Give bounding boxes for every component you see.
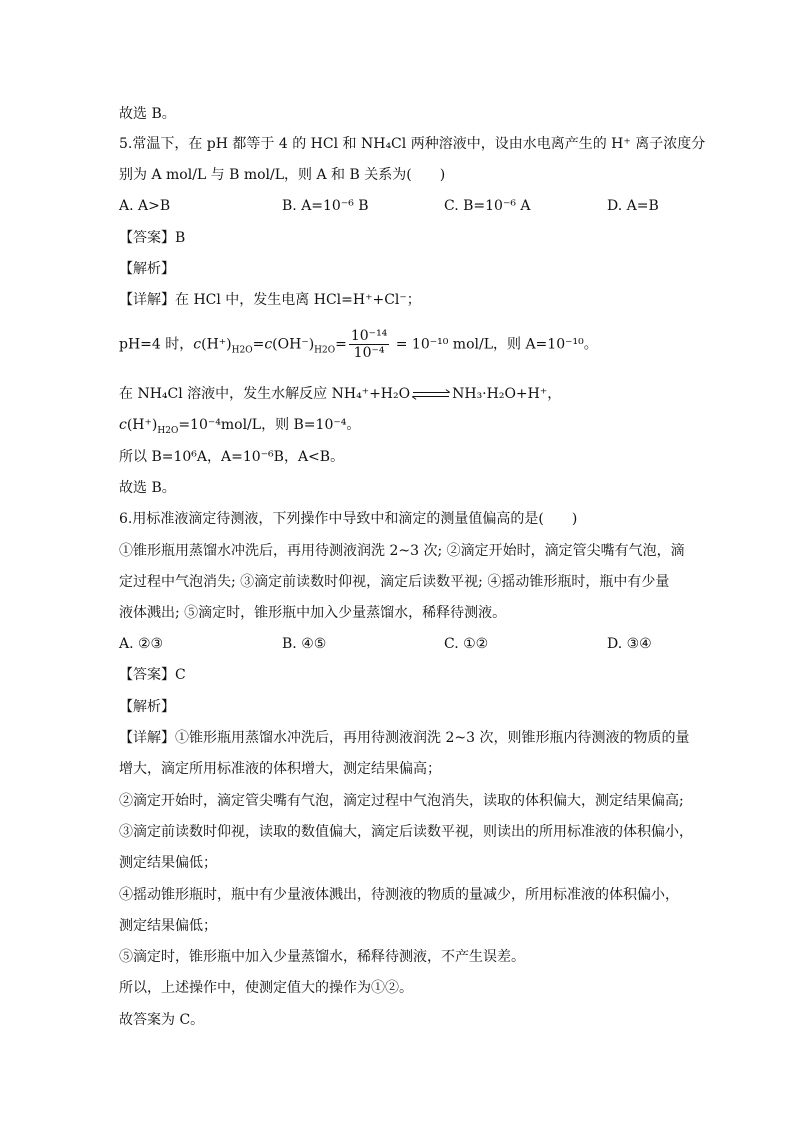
option-d: D. A=B: [607, 198, 659, 214]
final-line: 故答案为 C。: [119, 1012, 205, 1028]
detail-line: 【详解】在 HCl 中，发生电离 HCl=H⁺+Cl⁻；: [119, 292, 421, 308]
conclusion-line: 所以，上述操作中，使测定值大的操作为①②。: [119, 980, 413, 996]
option-b: B. ④⑤: [282, 636, 327, 652]
detail-line: ②滴定开始时，滴定管尖嘴有气泡，滴定过程中气泡消失，读取的体积偏大，测定结果偏高;: [119, 793, 684, 809]
equilibrium-arrow-icon: [411, 389, 451, 399]
detail-line: ④摇动锥形瓶时，瓶中有少量液体溅出，待测液的物质的量减少，所用标准液的体积偏小，: [119, 887, 679, 903]
detail-line: 测定结果偏低；: [119, 855, 217, 871]
question-5-stem: 别为 A mol/L 与 B mol/L，则 A 和 B 关系为( ): [119, 167, 446, 183]
question-6-items: 定过程中气泡消失; ③滴定前读数时仰视，滴定后读数平视; ④摇动锥形瓶时，瓶中有少量: [119, 574, 670, 590]
detail-line: ③滴定前读数时仰视，读取的数值偏大，滴定后读数平视，则读出的所用标准液的体积偏小，: [119, 824, 693, 840]
formula-line: $c(H^+)_{H2O}=10^{-4}mol/L$，则 B=10⁻⁴。: [119, 417, 361, 436]
detail-line: ⑤滴定时，锥形瓶中加入少量蒸馏水，稀释待测液，不产生误差。: [119, 949, 525, 965]
question-5-stem: 5.常温下，在 pH 都等于 4 的 HCl 和 NH₄Cl 两种溶液中，设由水电离产生的 H⁺ 离子浓度分: [119, 136, 706, 152]
analysis-label: 【解析】: [119, 699, 175, 715]
answer-label: 【答案】B: [119, 230, 186, 246]
formula-line: pH=4 时，$c(H^+)_{H2O}=c(OH^-)_{H2O}=$ $\frac{\text{10⁻¹⁴}}{\text{10⁻⁴}}$ = 10⁻¹⁰ mol/L，则 A=10⁻¹⁰。: [119, 328, 598, 361]
detail-line: 【详解】①锥形瓶用蒸馏水冲洗后，再用待测液润洗 2~3 次，则锥形瓶内待测液的物质的量: [119, 730, 690, 746]
option-c: C. ①②: [444, 636, 489, 652]
final-line: 故选 B。: [119, 480, 176, 496]
question-6-items: ①锥形瓶用蒸馏水冲洗后，再用待测液润洗 2~3 次; ②滴定开始时，滴定管尖嘴有气泡，滴: [119, 543, 685, 559]
detail-line: 测定结果偏低；: [119, 918, 217, 934]
question-6-items: 液体溅出; ⑤滴定时，锥形瓶中加入少量蒸馏水，稀释待测液。: [119, 605, 507, 621]
detail-line: 增大，滴定所用标准液的体积增大，测定结果偏高；: [119, 761, 441, 777]
option-b: B. A=10⁻⁶ B: [282, 198, 369, 214]
conclusion-line: 所以 B=10⁶A，A=10⁻⁶B，A<B。: [119, 449, 345, 465]
option-a: A. A>B: [119, 198, 171, 214]
fraction: $\frac{\text{10⁻¹⁴}}{\text{10⁻⁴}}$: [350, 328, 388, 361]
option-a: A. ②③: [119, 636, 164, 652]
option-c: C. B=10⁻⁶ A: [444, 198, 531, 214]
option-d: D. ③④: [607, 636, 652, 652]
hydrolysis-line: 在 NH₄Cl 溶液中，发生水解反应 NH₄⁺+H₂O NH₃·H₂O+H⁺，: [119, 386, 562, 402]
answer-label: 【答案】C: [119, 667, 186, 683]
question-6-stem: 6.用标准液滴定待测液，下列操作中导致中和滴定的测量值偏高的是( ): [119, 511, 578, 527]
text-line: 故选 B。: [119, 106, 176, 122]
analysis-label: 【解析】: [119, 261, 175, 277]
